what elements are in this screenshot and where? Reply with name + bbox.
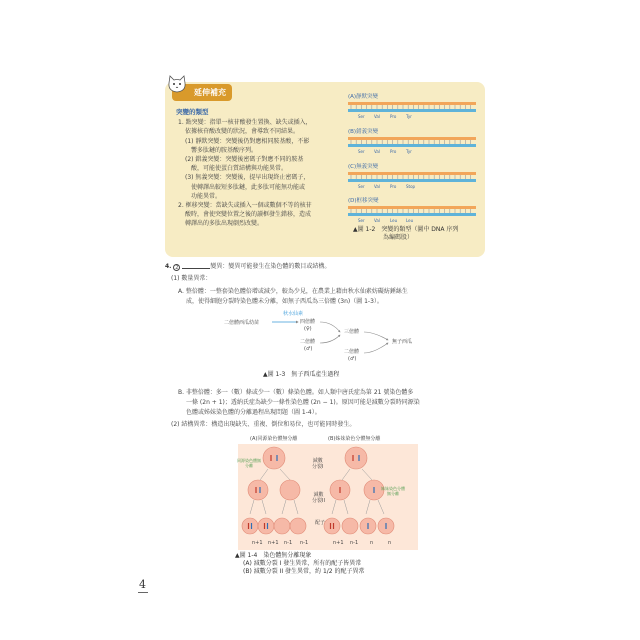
sub-1: (1) 數量異常： (171, 275, 212, 282)
note-sister: 姊妹染色分體無分離 (381, 486, 405, 496)
gamete-b-4: n (388, 540, 392, 546)
mutation-label-a: (A)靜默突變 (348, 94, 379, 100)
codon-label: Ser (358, 114, 365, 119)
codon-label: Pro (390, 114, 397, 119)
meiosis2-label (312, 492, 325, 504)
division-arrow (262, 500, 266, 514)
division-arrow (250, 500, 254, 514)
page-number: 4 (139, 578, 146, 591)
gamete-cell-a (242, 518, 258, 534)
division-arrow (280, 469, 290, 480)
codon-label: Val (374, 114, 380, 119)
codon-label: Ser (358, 184, 365, 189)
codon-label: Val (374, 184, 380, 189)
mutation-label-c: (C)無義突變 (348, 164, 379, 170)
diploid-sex: (♂) (304, 346, 313, 352)
division-arrow (366, 500, 370, 514)
meiosis1-label (312, 458, 323, 470)
fig14-title-b: (B)姊妹染色分體無分離 (328, 436, 381, 442)
ext-line: (3) 無義突變：突變後，提早出現終止密碼子， (185, 174, 310, 182)
figure-1-4-caption (235, 552, 365, 577)
sub-2: (2) 結構異常：構造出現缺失、重複、倒位和易位，也可能同時發生。 (171, 421, 356, 428)
codon-label: Pro (390, 149, 397, 154)
gamete-cell-a (290, 518, 306, 534)
gamete-b-3: n (370, 540, 374, 546)
division-arrow (362, 469, 372, 480)
fig12-caption-line: 為編碼股） (383, 234, 414, 241)
tetraploid-sex: (♀) (304, 326, 312, 332)
para-b2: 一條 (2n + 1)；透納氏症為缺少一條性染色體 (2n − 1)。原因可能是減數分裂時同源染 (186, 399, 420, 406)
triploid-label: 三倍體 (344, 329, 360, 335)
gamete-cell-b (342, 518, 358, 534)
division-arrow (344, 500, 348, 514)
ext-line: 酸時，會使突變位置之後的讀框發生錯移，造成 (185, 211, 312, 219)
mutation-label-d: (D)框移突變 (348, 198, 379, 204)
section-4-text: 變異：變異可能發生在染色體的數目或結構。 (210, 263, 331, 270)
codon-label: Tyr (406, 149, 412, 154)
gamete-cell-a (274, 518, 290, 534)
seedless-label: 無子西瓜 (392, 339, 413, 345)
page-number-underline (138, 592, 148, 593)
para-a2: 成，使得細胞分裂時染色體未分離，如無子西瓜為三倍體 (3n)（圖 1-3）。 (186, 298, 383, 305)
division-arrow (342, 469, 350, 480)
extension-heading: 突變的類型 (176, 108, 209, 116)
fig13-caption: ▲圖 1-3 無子西瓜產生過程 (263, 371, 340, 378)
dna-strand (348, 137, 476, 154)
para-b3: 色體或姊妹染色體的分離過程出現問題（圖 1-4）。 (186, 409, 321, 416)
circled-number: 2 (175, 265, 179, 271)
fig14-title-a: (A)同源染色體無分離 (250, 436, 298, 442)
para-a1: A. 整倍體：一整套染色體倍增或減少，較為少見，在農業上藉由秋水仙素妨礙紡錘絲生 (178, 288, 408, 295)
codon-label: Stop (406, 184, 416, 189)
gamete-a-3: n-1 (284, 540, 293, 546)
ext-line: 1. 點突變：指單一核苷酸發生置換、缺失或插入， (178, 119, 312, 127)
meiosis1-text: 減數 分裂I (312, 458, 324, 470)
section-4-heading (165, 262, 330, 271)
ext-line: 功能異常。 (191, 192, 222, 200)
extension-text (176, 108, 346, 229)
gamete-a-1: n+1 (252, 540, 263, 546)
tetraploid-label: 四倍體 (300, 319, 316, 325)
division-arrow (282, 500, 286, 514)
codon-label: Ser (358, 218, 365, 223)
gamete-a-2: n+1 (268, 540, 279, 546)
division-arrow (332, 500, 336, 514)
figure-1-2-caption (353, 226, 458, 242)
division-arrow (260, 469, 268, 480)
dna-strand (348, 102, 476, 119)
fig14-caption-line: (A) 減數分裂 I 發生異常，所有的配子皆異常 (243, 560, 362, 568)
ext-line: 酸，可能使蛋白質結構與功能異常。 (191, 165, 288, 173)
extension-tag: 延伸補充 (172, 84, 232, 101)
codon-label: Pro (390, 184, 397, 189)
mutation-label-b: (B)錯義突變 (348, 129, 379, 135)
codon-label: Leu (390, 218, 398, 223)
fig14-caption-line: ▲圖 1-4 染色體無分離現象 (235, 552, 312, 559)
codon-label: Ser (358, 149, 365, 154)
dna-strand (348, 172, 476, 189)
gamete-cell-b (324, 518, 340, 534)
division-arrow (294, 500, 298, 514)
cat-mascot-icon (166, 74, 188, 96)
diploid-label: 二倍體 (300, 339, 316, 345)
codon-label: Val (374, 218, 380, 223)
ext-line: (1) 靜默突變：突變後仍對應相同胺基酸，不影 (185, 137, 310, 145)
para-b1: B. 非整倍體：多一（數）條或少一（數）條染色體。如人類中唐氏症為第 21 號染色體多 (178, 389, 414, 396)
meiosis2-text: 減數 分裂II (312, 492, 325, 504)
gamete-label: 配子 (315, 520, 326, 526)
codon-label: Leu (406, 218, 414, 223)
fig13-arrows (260, 312, 400, 364)
codon-label: Val (374, 149, 380, 154)
nondisjunction-diagram (238, 444, 418, 550)
ext-line: 2. 框移突變：當缺失或插入一個或數個不等的核苷 (178, 202, 312, 210)
division-arrow (378, 500, 384, 514)
codon-label: Tyr (406, 114, 412, 119)
ext-line: 使轉譯出較短多肽鏈，此多肽可能無功能或 (191, 183, 306, 191)
gamete-a-4: n-1 (300, 540, 309, 546)
note-homologous: 同源染色體無分離 (237, 458, 261, 468)
parent-cell-b (345, 447, 367, 469)
fig12-caption-line: ▲圖 1-2 突變的類型（圖中 DNA 序列 (353, 226, 459, 233)
meiosis1-cell-a (248, 480, 268, 500)
gamete-b-2: n-1 (350, 540, 359, 546)
fill-blank (182, 263, 210, 269)
ext-line: 響多肽鏈的胺基酸序列。 (191, 146, 258, 154)
ext-line: 依據核苷酸改變的狀況，會導致不同結果。 (185, 128, 300, 136)
fig14-caption-line: (B) 減數分裂 II 發生異常，約 1/2 的配子異常 (243, 568, 365, 576)
ext-line: (2) 錯義突變：突變後密碼子對應不同的胺基 (185, 156, 304, 164)
ext-line: 轉譯出的多肽出現劇烈改變。 (185, 220, 264, 228)
gamete-cell-a (258, 518, 274, 534)
parent-cell-a (263, 447, 285, 469)
diploid2-sex: (♂) (348, 356, 357, 362)
section-number: 4. (165, 263, 172, 270)
gamete-b-1: n+1 (333, 540, 344, 546)
diploid-seedling-label: 二倍體西瓜幼苗 (224, 320, 260, 326)
dna-strand (348, 206, 476, 223)
meiosis1-cell-a (280, 480, 300, 500)
dna-mutation-diagrams (346, 98, 482, 226)
colchicine-label: 秋水仙素 (283, 311, 304, 317)
diploid2-label: 二倍體 (344, 349, 360, 355)
